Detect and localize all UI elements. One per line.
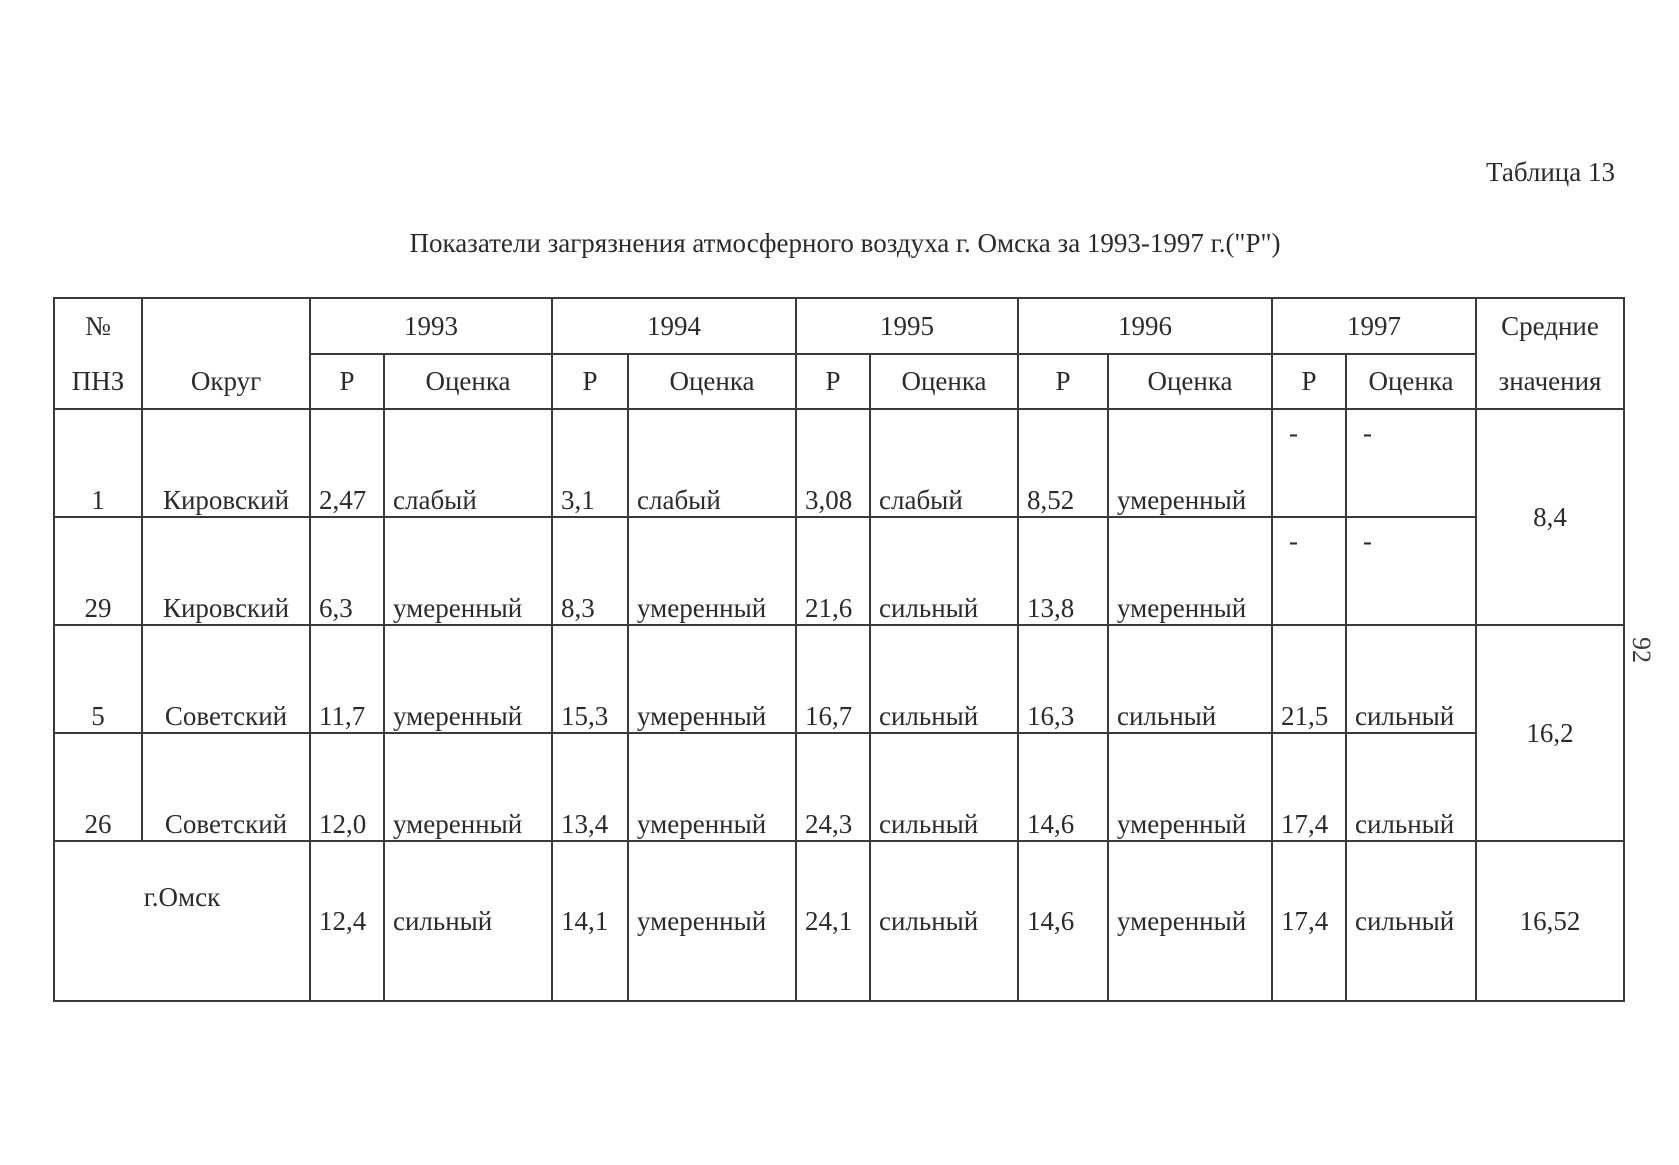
table-row — [54, 517, 1624, 625]
rating-value: сильный — [1346, 841, 1476, 1001]
header-p: Р — [1272, 354, 1346, 409]
header-year: 1993 — [310, 298, 552, 354]
rating-value: умеренный — [628, 841, 796, 1001]
page-title: Показатели загрязнения атмосферного воздуха г. Омска за 1993-1997 г.("Р") — [409, 228, 1281, 258]
p-value: 14,6 — [1018, 841, 1108, 1001]
p-value: 21,5 — [1272, 625, 1346, 733]
rating-value: сильный — [870, 733, 1018, 841]
rating-value: умеренный — [384, 733, 552, 841]
p-value: 17,4 — [1272, 841, 1346, 1001]
rating-value-empty — [1346, 409, 1476, 517]
pnz-number: 29 — [54, 517, 142, 625]
p-value-empty — [1272, 517, 1346, 625]
p-value: 8,52 — [1018, 409, 1108, 517]
rating-value: умеренный — [1108, 841, 1272, 1001]
header-year: 1994 — [552, 298, 796, 354]
p-value: 21,6 — [796, 517, 870, 625]
avg-kirovsky: 8,4 — [1476, 409, 1624, 625]
dash-mark: - — [1289, 418, 1298, 448]
p-value: 14,1 — [552, 841, 628, 1001]
rating-value: умеренный — [628, 517, 796, 625]
pnz-number: 5 — [54, 625, 142, 733]
header-row-columns — [54, 354, 1624, 409]
rating-value: умеренный — [1108, 409, 1272, 517]
avg-total: 16,52 — [1476, 841, 1624, 1001]
p-value: 13,8 — [1018, 517, 1108, 625]
rating-value: слабый — [628, 409, 796, 517]
table-row — [54, 625, 1624, 733]
header-year: 1995 — [796, 298, 1018, 354]
dash-mark: - — [1363, 526, 1372, 556]
header-avg-bottom: значения — [1476, 354, 1624, 409]
header-avg-top: Средние — [1476, 298, 1624, 354]
district-cell: Кировский — [142, 409, 310, 517]
total-label: г.Омск — [54, 841, 310, 1001]
rating-value: сильный — [1346, 625, 1476, 733]
p-value: 12,0 — [310, 733, 384, 841]
header-p: Р — [552, 354, 628, 409]
p-value: 3,1 — [552, 409, 628, 517]
rating-value: сильный — [870, 517, 1018, 625]
header-rating: Оценка — [1108, 354, 1272, 409]
district-cell: Советский — [142, 733, 310, 841]
rating-value: слабый — [384, 409, 552, 517]
rating-value: умеренный — [628, 625, 796, 733]
p-value: 11,7 — [310, 625, 384, 733]
p-value: 16,3 — [1018, 625, 1108, 733]
pnz-number: 26 — [54, 733, 142, 841]
p-value: 16,7 — [796, 625, 870, 733]
dash-mark: - — [1289, 526, 1298, 556]
header-rating: Оценка — [870, 354, 1018, 409]
header-p: Р — [310, 354, 384, 409]
p-value-empty — [1272, 409, 1346, 517]
header-p: Р — [796, 354, 870, 409]
header-no: № — [54, 298, 142, 354]
table-row — [54, 409, 1624, 517]
rating-value: умеренный — [628, 733, 796, 841]
p-value: 15,3 — [552, 625, 628, 733]
rating-value: умеренный — [384, 517, 552, 625]
rating-value: сильный — [1346, 733, 1476, 841]
p-value: 24,1 — [796, 841, 870, 1001]
rating-value: сильный — [384, 841, 552, 1001]
header-pnz: ПНЗ — [54, 354, 142, 409]
rating-value: умеренный — [1108, 517, 1272, 625]
p-value: 12,4 — [310, 841, 384, 1001]
rating-value: сильный — [870, 841, 1018, 1001]
rating-value: сильный — [870, 625, 1018, 733]
p-value: 6,3 — [310, 517, 384, 625]
table-row — [54, 733, 1624, 841]
p-value: 13,4 — [552, 733, 628, 841]
header-rating: Оценка — [628, 354, 796, 409]
rating-value-empty — [1346, 517, 1476, 625]
rating-value: умеренный — [384, 625, 552, 733]
rating-value: сильный — [1108, 625, 1272, 733]
rating-value: слабый — [870, 409, 1018, 517]
total-row — [54, 841, 1624, 1001]
table-number: Таблица 13 — [1486, 157, 1615, 187]
header-district: Округ — [142, 354, 310, 409]
header-district-top — [142, 298, 310, 354]
district-cell: Кировский — [142, 517, 310, 625]
p-value: 3,08 — [796, 409, 870, 517]
p-value: 17,4 — [1272, 733, 1346, 841]
header-rating: Оценка — [1346, 354, 1476, 409]
p-value: 2,47 — [310, 409, 384, 517]
avg-sovetsky: 16,2 — [1476, 625, 1624, 841]
district-cell: Советский — [142, 625, 310, 733]
header-year: 1997 — [1272, 298, 1476, 354]
header-rating: Оценка — [384, 354, 552, 409]
p-value: 24,3 — [796, 733, 870, 841]
header-year: 1996 — [1018, 298, 1272, 354]
pollution-table — [53, 297, 1625, 1002]
dash-mark: - — [1363, 418, 1372, 448]
page-number: 92 — [1627, 637, 1656, 663]
header-p: Р — [1018, 354, 1108, 409]
p-value: 14,6 — [1018, 733, 1108, 841]
rating-value: умеренный — [1108, 733, 1272, 841]
header-row-years — [54, 298, 1624, 354]
p-value: 8,3 — [552, 517, 628, 625]
pnz-number: 1 — [54, 409, 142, 517]
